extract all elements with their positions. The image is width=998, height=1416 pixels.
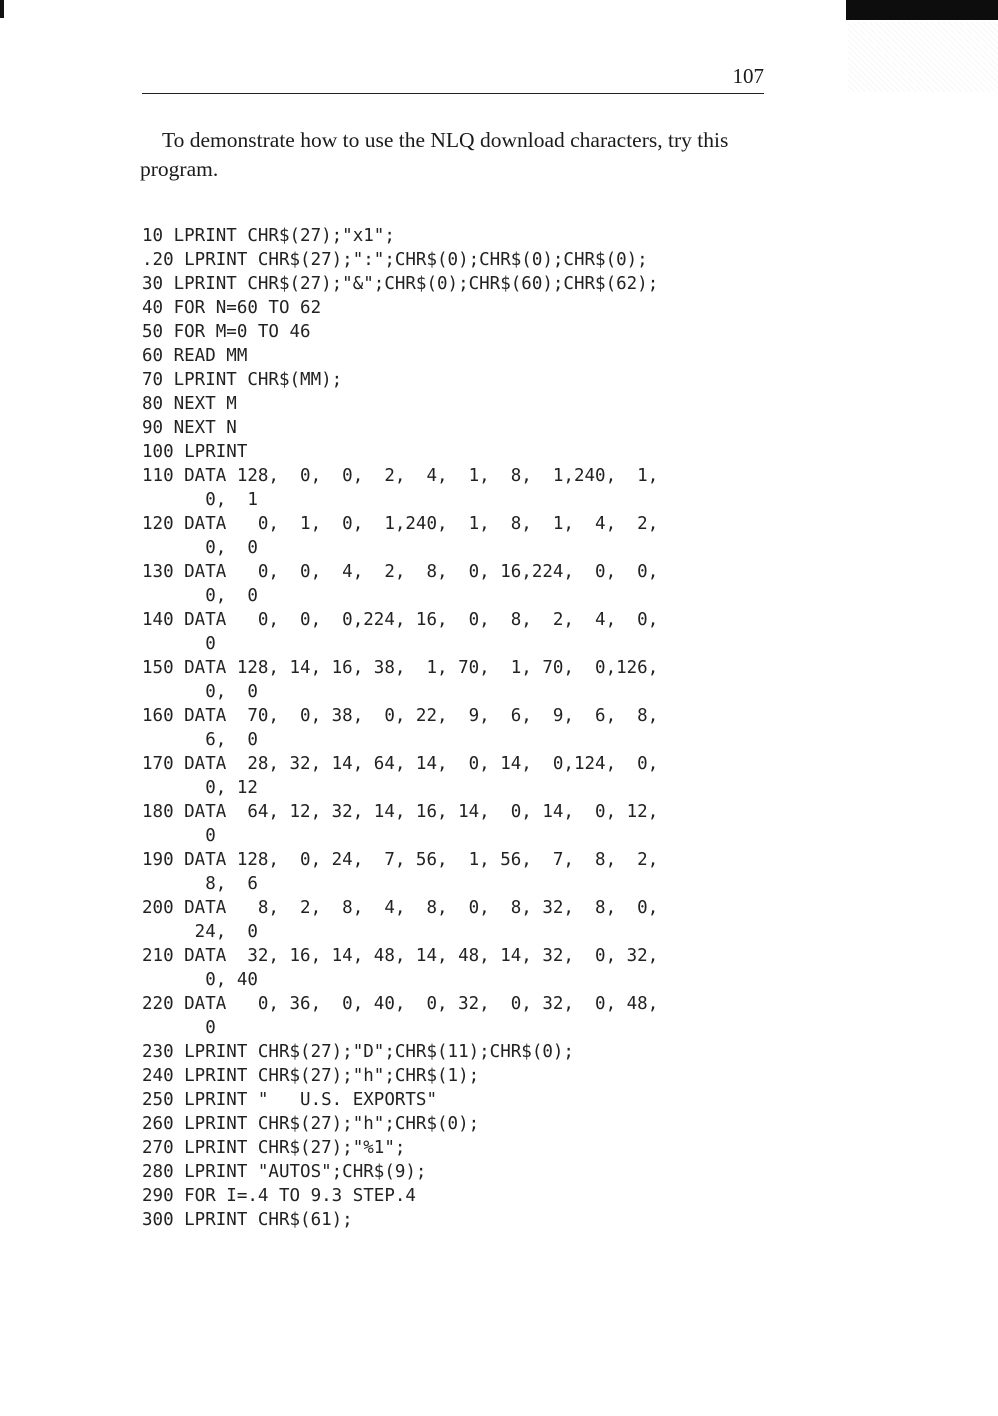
code-line: 210 DATA 32, 16, 14, 48, 14, 48, 14, 32, 0, 32, <box>142 946 659 966</box>
code-line: 0, 0 <box>142 586 258 606</box>
code-line: 130 DATA 0, 0, 4, 2, 8, 0, 16,224, 0, 0, <box>142 562 659 582</box>
code-line: 0, 1 <box>142 490 258 510</box>
code-line: 200 DATA 8, 2, 8, 4, 8, 0, 8, 32, 8, 0, <box>142 898 659 918</box>
intro-paragraph <box>140 126 780 184</box>
code-line: 170 DATA 28, 32, 14, 64, 14, 0, 14, 0,124, 0, <box>142 754 659 774</box>
code-line: .20 LPRINT CHR$(27);":";CHR$(0);CHR$(0);CHR$(0); <box>142 250 648 270</box>
code-line: 50 FOR M=0 TO 46 <box>142 322 311 342</box>
code-line: 100 LPRINT <box>142 442 248 462</box>
code-line: 0, 12 <box>142 778 258 798</box>
scan-edge-mark <box>0 0 4 18</box>
code-line: 110 DATA 128, 0, 0, 2, 4, 1, 8, 1,240, 1, <box>142 466 659 486</box>
code-line: 270 LPRINT CHR$(27);"%1"; <box>142 1138 406 1158</box>
code-line: 240 LPRINT CHR$(27);"h";CHR$(1); <box>142 1066 480 1086</box>
code-line: 0, 0 <box>142 538 258 558</box>
code-line: 140 DATA 0, 0, 0,224, 16, 0, 8, 2, 4, 0, <box>142 610 659 630</box>
code-line: 70 LPRINT CHR$(MM); <box>142 370 343 390</box>
code-line: 300 LPRINT CHR$(61); <box>142 1210 353 1230</box>
code-line: 6, 0 <box>142 730 258 750</box>
code-line: 280 LPRINT "AUTOS";CHR$(9); <box>142 1162 427 1182</box>
code-line: 180 DATA 64, 12, 32, 14, 16, 14, 0, 14, 0, 12, <box>142 802 659 822</box>
code-line: 0 <box>142 1018 216 1038</box>
scan-corner-mark <box>846 0 998 20</box>
intro-text: To demonstrate how to use the NLQ download characters, try this program. <box>140 128 729 181</box>
code-line: 60 READ MM <box>142 346 248 366</box>
code-line: 40 FOR N=60 TO 62 <box>142 298 322 318</box>
code-line: 290 FOR I=.4 TO 9.3 STEP.4 <box>142 1186 416 1206</box>
code-line: 0 <box>142 826 216 846</box>
page-number: 107 <box>732 64 764 88</box>
code-line: 260 LPRINT CHR$(27);"h";CHR$(0); <box>142 1114 480 1134</box>
code-line: 190 DATA 128, 0, 24, 7, 56, 1, 56, 7, 8, 2, <box>142 850 659 870</box>
basic-program-listing <box>142 224 762 1232</box>
scan-noise <box>848 22 998 92</box>
code-line: 230 LPRINT CHR$(27);"D";CHR$(11);CHR$(0); <box>142 1042 574 1062</box>
code-line: 24, 0 <box>142 922 258 942</box>
code-line: 0 <box>142 634 216 654</box>
header-rule <box>142 93 764 94</box>
code-line: 10 LPRINT CHR$(27);"x1"; <box>142 226 395 246</box>
code-line: 30 LPRINT CHR$(27);"&";CHR$(0);CHR$(60);CHR$(62); <box>142 274 659 294</box>
code-line: 8, 6 <box>142 874 258 894</box>
code-line: 120 DATA 0, 1, 0, 1,240, 1, 8, 1, 4, 2, <box>142 514 659 534</box>
code-line: 220 DATA 0, 36, 0, 40, 0, 32, 0, 32, 0, 48, <box>142 994 659 1014</box>
code-line: 250 LPRINT " U.S. EXPORTS" <box>142 1090 438 1110</box>
code-line: 0, 40 <box>142 970 258 990</box>
code-line: 150 DATA 128, 14, 16, 38, 1, 70, 1, 70, 0,126, <box>142 658 659 678</box>
code-line: 0, 0 <box>142 682 258 702</box>
code-line: 90 NEXT N <box>142 418 237 438</box>
code-line: 80 NEXT M <box>142 394 237 414</box>
code-line: 160 DATA 70, 0, 38, 0, 22, 9, 6, 9, 6, 8, <box>142 706 659 726</box>
